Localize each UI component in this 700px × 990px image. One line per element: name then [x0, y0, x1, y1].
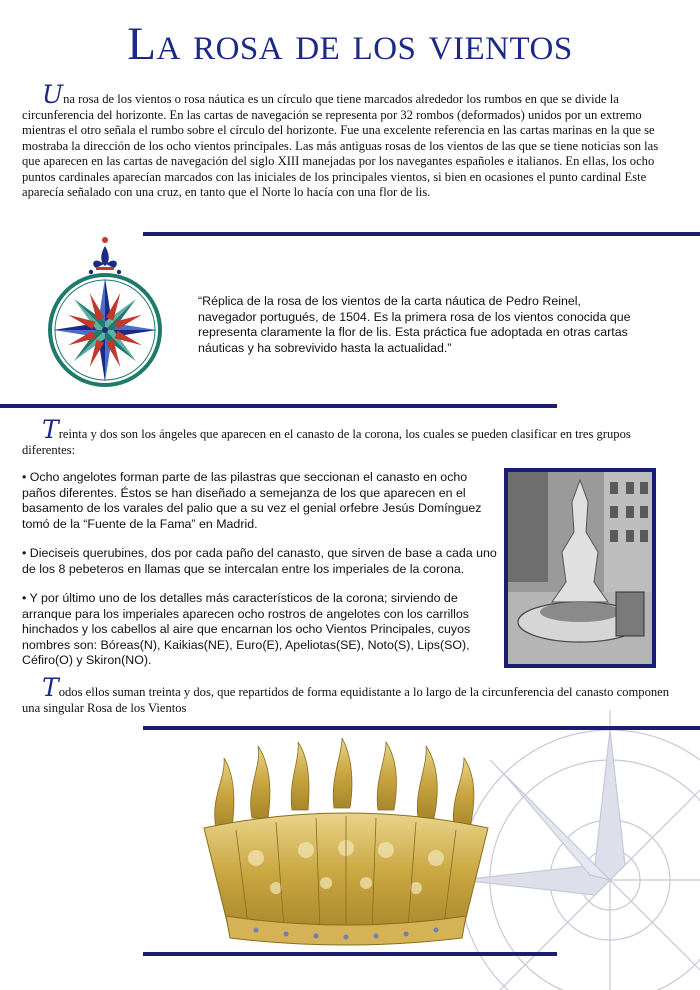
- closing-dropcap: T: [42, 673, 59, 702]
- angels-text: reinta y dos son los ángeles que aparecen en el canasto de la corona, los cuales se pueden clasificar en tres grupos diferentes:: [22, 427, 631, 457]
- compass-rose-icon: [40, 232, 170, 390]
- closing-paragraph: [22, 673, 674, 716]
- divider-4: [143, 952, 557, 956]
- bullet-item-3: • Y por último uno de los detalles más característicos de la corona; sirviendo de arranque para los imperiales aparecen ocho rostros de angelotes con los carrillos hinchados y los cabellos al aire que encarnan los ocho Vientos Principales, cuyos nombres son: Bóreas(N), Kaikias(NE), Euro(E), Apeliotas(SE), Noto(S), Lips(SO), Céfiro(O) y Skiron(NO).: [22, 591, 471, 668]
- fleur-de-lis-icon: [89, 237, 121, 274]
- bullet-item-1: • Ocho angelotes forman parte de las pilastras que seccionan el canasto en ocho paños diferentes. Éstos se han diseñado a semejanza de los que aparecen en el basamento de los varales del palio que a su vez el genial orfebre Jesús Domínguez tomó de la “Fuente de la Fama” en Madrid.: [22, 470, 482, 531]
- bullet-item-2: • Dieciseis querubines, dos por cada paño del canasto, que sirven de base a cada uno de los 8 pebeteros en llamas que se intercalan entre los imperiales de la corona.: [22, 546, 497, 576]
- intro-paragraph: [22, 80, 674, 201]
- angels-dropcap: T: [42, 415, 59, 444]
- closing-text: odos ellos suman treinta y dos, que repartidos de forma equidistante a lo largo de la circunferencia del canasto componen una singular Rosa de los Vientos: [22, 685, 670, 715]
- divider-2: [0, 404, 557, 408]
- rose-caption-quote: “Réplica de la rosa de los vientos de la carta náutica de Pedro Reinel, navegador portugués, de 1504. Es la primera rosa de los vientos conocida que representa claramente la flor de lis. Esta práctica fue adoptada en otras cartas náuticas y ha sobrevivido hasta la actualidad.”: [198, 294, 631, 355]
- fountain-photo: [504, 468, 656, 668]
- divider-3: [143, 726, 700, 730]
- crown-illustration: [196, 738, 496, 950]
- angels-paragraph: [22, 415, 674, 458]
- intro-dropcap: U: [42, 80, 64, 109]
- intro-text: na rosa de los vientos o rosa náutica es un círculo que tiene marcados alrededor los rumbos en que se divide la circunferencia del horizonte. En las cartas de navegación se representa por 32 rombos (deformados) unidos por un extremo mientras el otro señala el rumbo sobre el círculo del horizonte. Fue una excelente referencia en las cartas marinas en la que se mostraba la dirección de los ocho vientos principales. Las más antiguas rosas de los vientos de las que se tiene noticias son las que aparecen en las cartas de navegación del siglo XIII manejadas por los navegantes españoles e italianos. En ellas, los ocho puntos cardinales aparecían marcados con las iniciales de los principales vientos, si bien en ocasiones el punto cardinal Este aparecía señalado con una cruz, en tanto que el Norte lo hacía con una flor de lis.: [22, 92, 659, 199]
- divider-1: [143, 232, 700, 236]
- page-title: La rosa de los vientos: [127, 18, 573, 70]
